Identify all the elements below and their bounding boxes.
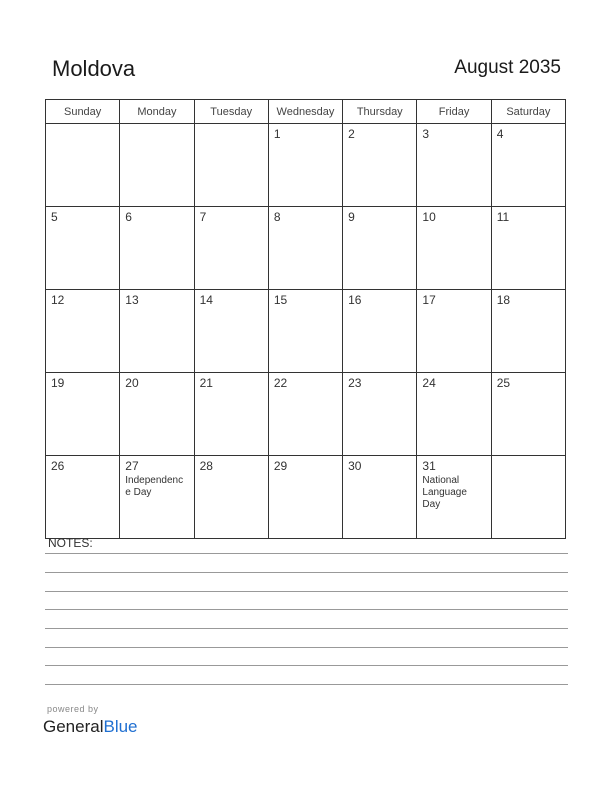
day-cell bbox=[417, 373, 491, 456]
week-row-5 bbox=[46, 456, 566, 539]
day-cell bbox=[120, 207, 194, 290]
weekday-saturday: Saturday bbox=[491, 100, 565, 124]
day-cell bbox=[343, 290, 417, 373]
day-number: 13 bbox=[125, 293, 139, 307]
day-number: 31 bbox=[422, 459, 436, 473]
week-row-1 bbox=[46, 124, 566, 207]
day-number: 6 bbox=[125, 210, 132, 224]
country-title: Moldova bbox=[52, 56, 136, 81]
weekday-friday: Friday bbox=[417, 100, 491, 124]
day-cell bbox=[268, 456, 342, 539]
day-cell bbox=[491, 124, 565, 207]
day-number: 15 bbox=[273, 293, 288, 307]
day-cell bbox=[268, 207, 342, 290]
day-number: 11 bbox=[496, 210, 510, 224]
day-number: 17 bbox=[422, 293, 436, 307]
day-number: 23 bbox=[348, 376, 362, 390]
day-cell bbox=[417, 207, 491, 290]
notes-line bbox=[45, 553, 568, 554]
day-cell bbox=[491, 373, 565, 456]
day-number: 21 bbox=[199, 376, 213, 390]
weekday-header-row bbox=[46, 100, 566, 124]
day-number: 24 bbox=[422, 376, 436, 390]
weekday-thursday: Thursday bbox=[343, 100, 417, 124]
notes-line bbox=[45, 609, 568, 610]
day-cell bbox=[491, 456, 565, 539]
weekday-wednesday: Wednesday bbox=[268, 100, 342, 124]
week-row-3 bbox=[46, 290, 566, 373]
day-cell bbox=[343, 373, 417, 456]
day-cell bbox=[343, 207, 417, 290]
day-number: 29 bbox=[273, 459, 288, 473]
day-number: 1 bbox=[273, 127, 281, 141]
day-number: 12 bbox=[51, 293, 65, 307]
day-number: 25 bbox=[496, 376, 511, 390]
day-number: 10 bbox=[422, 210, 436, 224]
notes-line bbox=[45, 647, 568, 648]
weekday-monday: Monday bbox=[120, 100, 194, 124]
powered-by-text: powered by bbox=[47, 704, 99, 714]
day-cell bbox=[46, 456, 120, 539]
holiday-label: Independence Day bbox=[125, 475, 184, 498]
day-cell bbox=[417, 456, 491, 539]
week-row-4 bbox=[46, 373, 566, 456]
day-cell bbox=[120, 373, 194, 456]
day-cell bbox=[343, 456, 417, 539]
day-number: 19 bbox=[51, 376, 65, 390]
day-number: 30 bbox=[348, 459, 362, 473]
notes-line bbox=[45, 665, 568, 666]
day-cell bbox=[120, 124, 194, 207]
day-number: 9 bbox=[348, 210, 355, 224]
day-number: 5 bbox=[51, 210, 58, 224]
day-cell bbox=[268, 290, 342, 373]
day-cell bbox=[120, 290, 194, 373]
day-number: 7 bbox=[199, 210, 207, 224]
day-number: 18 bbox=[496, 293, 511, 307]
generalblue-logo bbox=[43, 717, 138, 737]
day-number: 2 bbox=[348, 127, 355, 141]
day-cell bbox=[46, 207, 120, 290]
day-cell bbox=[194, 373, 268, 456]
day-cell bbox=[194, 456, 268, 539]
day-number: 26 bbox=[51, 459, 65, 473]
day-number: 28 bbox=[199, 459, 213, 473]
day-number: 8 bbox=[273, 210, 281, 224]
day-cell bbox=[343, 124, 417, 207]
day-cell bbox=[268, 373, 342, 456]
day-number: 16 bbox=[348, 293, 362, 307]
month-year-title: August 2035 bbox=[454, 57, 561, 78]
calendar-grid bbox=[45, 99, 566, 539]
logo-general: General bbox=[43, 717, 104, 736]
day-cell bbox=[194, 124, 268, 207]
notes-line bbox=[45, 591, 568, 592]
day-number: 3 bbox=[422, 127, 430, 141]
notes-line bbox=[45, 572, 568, 573]
week-row-2 bbox=[46, 207, 566, 290]
day-cell bbox=[417, 124, 491, 207]
holiday-label: National Language Day bbox=[422, 475, 467, 510]
day-cell bbox=[46, 124, 120, 207]
day-cell bbox=[417, 290, 491, 373]
day-cell bbox=[491, 290, 565, 373]
day-number: 27 bbox=[125, 459, 139, 473]
day-cell bbox=[46, 373, 120, 456]
day-cell bbox=[491, 207, 565, 290]
day-number: 4 bbox=[496, 127, 504, 141]
logo-blue: Blue bbox=[103, 717, 138, 736]
weekday-tuesday: Tuesday bbox=[194, 100, 268, 124]
notes-line bbox=[45, 628, 568, 629]
day-number: 22 bbox=[273, 376, 288, 390]
day-cell bbox=[194, 207, 268, 290]
day-cell bbox=[46, 290, 120, 373]
notes-line bbox=[45, 684, 568, 685]
day-cell bbox=[120, 456, 194, 539]
day-cell bbox=[268, 124, 342, 207]
weekday-sunday: Sunday bbox=[46, 100, 120, 124]
day-number: 14 bbox=[199, 293, 213, 307]
notes-label: NOTES: bbox=[48, 536, 93, 550]
day-number: 20 bbox=[125, 376, 139, 390]
day-cell bbox=[194, 290, 268, 373]
